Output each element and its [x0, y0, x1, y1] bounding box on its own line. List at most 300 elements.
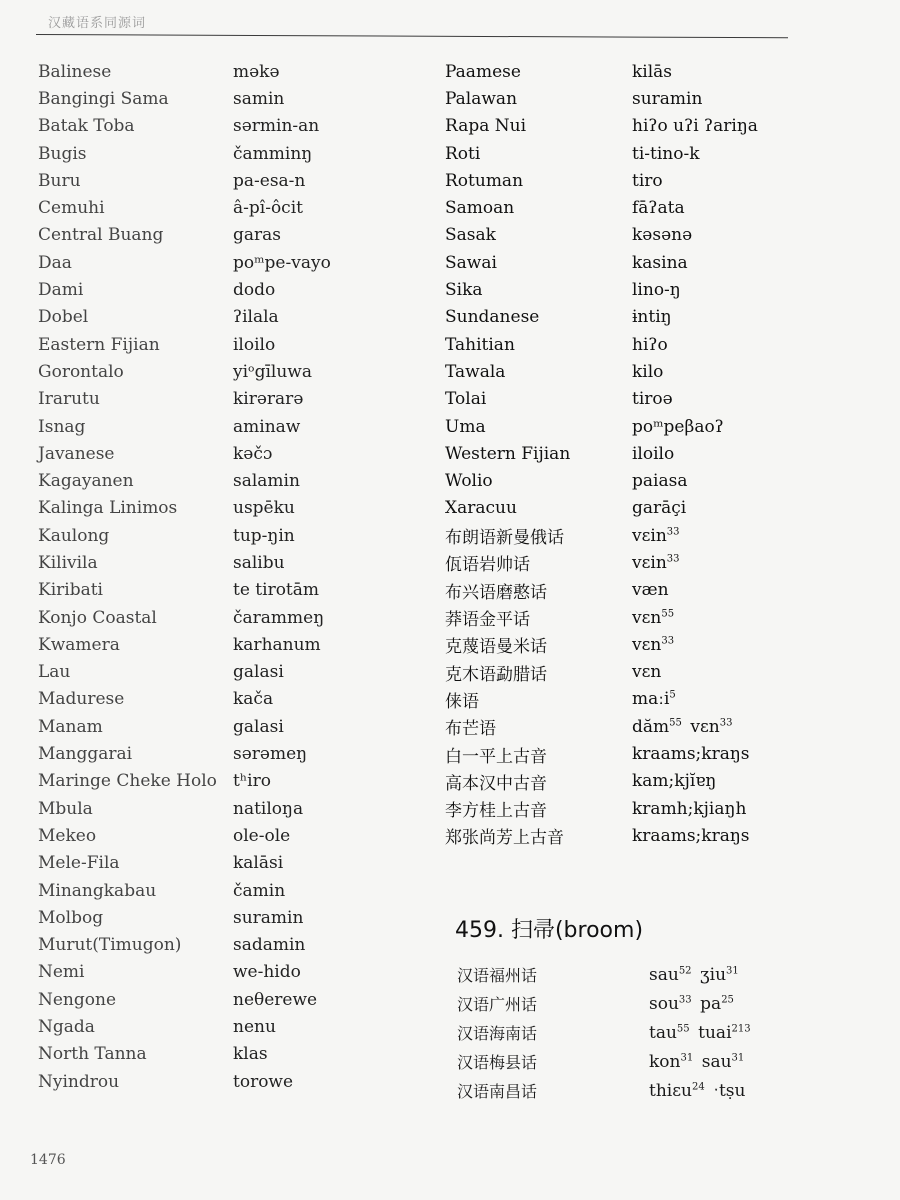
- word-text: samin: [233, 88, 285, 109]
- entry-row: [445, 222, 872, 249]
- entry-row: [445, 467, 872, 494]
- word-form: [233, 198, 423, 218]
- entry-row: [445, 304, 872, 331]
- word-text: salamin: [233, 471, 300, 492]
- language-name: Eastern Fijian: [38, 334, 160, 355]
- word-form: [632, 689, 872, 709]
- word-form: [233, 116, 423, 136]
- word-text: galasi: [233, 716, 284, 737]
- section-entry-list: [457, 960, 849, 1105]
- entry-row: [38, 522, 423, 549]
- word-form: [233, 389, 423, 409]
- word-form: [233, 580, 423, 600]
- word-text: garāçi: [632, 498, 687, 519]
- word-form: [632, 253, 872, 273]
- word-form: [233, 335, 423, 355]
- word-form: [632, 89, 872, 109]
- word-form: [233, 662, 423, 682]
- entry-row: [445, 440, 872, 467]
- tone-number-second: 31: [726, 964, 739, 976]
- word-text: vɛin: [632, 525, 667, 546]
- language-name: Molbog: [38, 907, 104, 928]
- entry-row: [445, 549, 872, 576]
- word-form: [632, 116, 872, 136]
- entry-row: [445, 713, 872, 740]
- entry-row: [445, 795, 872, 822]
- word-form: [233, 881, 423, 901]
- language-name: Balinese: [38, 61, 112, 82]
- language-name: Ngada: [38, 1017, 95, 1038]
- word-form: [233, 89, 423, 109]
- language-name: Madurese: [38, 689, 125, 710]
- language-name: Daa: [38, 252, 72, 273]
- entry-row: [38, 331, 423, 358]
- word-text: iloilo: [632, 443, 675, 464]
- language-name: Samoan: [445, 198, 515, 219]
- entry-row: [445, 58, 872, 85]
- entry-row: [38, 1041, 423, 1068]
- language-name: Maringe Cheke Holo: [38, 771, 217, 792]
- word-form: [233, 444, 423, 464]
- word-form: [233, 717, 423, 737]
- word-text: kilās: [632, 61, 673, 82]
- entry-row: [457, 1076, 849, 1105]
- word-form: [233, 553, 423, 573]
- language-name: Kaulong: [38, 525, 110, 546]
- word-text-second: pa: [700, 993, 722, 1014]
- word-text: pa-esa-n: [233, 170, 306, 191]
- language-name: North Tanna: [38, 1044, 147, 1065]
- word-text: vɛin: [632, 552, 667, 573]
- word-text: čarammeŋ: [233, 607, 325, 628]
- entry-row: [38, 604, 423, 631]
- word-form: [233, 935, 423, 955]
- word-text: dăm: [632, 716, 670, 737]
- word-text: ʔilala: [233, 307, 279, 328]
- entry-row: [38, 1068, 423, 1095]
- word-form: [649, 1023, 849, 1043]
- word-text: vɛn: [632, 634, 662, 655]
- language-name: Nyindrou: [38, 1071, 120, 1092]
- tone-number: 33: [666, 526, 680, 538]
- word-text: kam;kjĭɐŋ: [632, 771, 717, 792]
- language-name: Dami: [38, 280, 84, 301]
- word-text: poᵐpeβaoʔ: [632, 416, 724, 437]
- word-text: dodo: [233, 280, 276, 301]
- word-form: [632, 389, 872, 409]
- word-text: suramin: [632, 88, 703, 109]
- entry-row: [38, 467, 423, 494]
- word-form: [233, 826, 423, 846]
- language-name: Roti: [445, 143, 481, 164]
- tone-number: 33: [678, 993, 692, 1005]
- word-text: kilo: [632, 361, 664, 382]
- language-name: Irarutu: [38, 389, 100, 410]
- entry-row: [457, 1018, 849, 1047]
- entry-row: [38, 276, 423, 303]
- word-form: [632, 471, 872, 491]
- word-form: [632, 62, 872, 82]
- word-text: tiroə: [632, 389, 673, 410]
- word-form: [632, 198, 872, 218]
- word-text: garas: [233, 225, 282, 246]
- entry-row: [445, 249, 872, 276]
- entry-row: [445, 413, 872, 440]
- language-name: Mbula: [38, 798, 93, 819]
- language-name: Manggarai: [38, 744, 133, 765]
- word-text: kəsənə: [632, 225, 693, 246]
- language-name: Palawan: [445, 88, 518, 109]
- language-name: Dobel: [38, 307, 89, 328]
- word-form: [233, 307, 423, 327]
- language-name: 白一平上古音: [445, 746, 547, 767]
- word-form: [233, 744, 423, 764]
- word-text: natiloŋa: [233, 798, 304, 819]
- language-name: Kagayanen: [38, 471, 134, 492]
- entry-row: [38, 113, 423, 140]
- entry-row: [445, 85, 872, 112]
- language-name: Tahitian: [445, 334, 515, 355]
- entry-row: [445, 631, 872, 658]
- language-name: 俫语: [445, 691, 479, 712]
- word-text: salibu: [233, 552, 285, 573]
- language-name: Tolai: [445, 389, 487, 410]
- word-form: [233, 253, 423, 273]
- word-text: ti-tino-k: [632, 143, 700, 164]
- entry-row: [38, 877, 423, 904]
- word-text: kraams;kraŋs: [632, 825, 750, 846]
- word-form: [233, 1017, 423, 1037]
- word-text: torowe: [233, 1071, 294, 1092]
- word-text: te tirotām: [233, 580, 320, 601]
- entry-row: [38, 932, 423, 959]
- word-form: [233, 908, 423, 928]
- language-name: Lau: [38, 662, 71, 683]
- word-form: [632, 799, 872, 819]
- word-form: [632, 635, 872, 655]
- word-text: we-hido: [233, 962, 301, 983]
- word-form: [632, 717, 872, 737]
- tone-number-second: 25: [721, 993, 734, 1005]
- language-name: 汉语海南话: [457, 1024, 538, 1043]
- language-name: 汉语梅县话: [457, 1053, 538, 1072]
- entry-row: [445, 822, 872, 849]
- word-form: [649, 1052, 849, 1072]
- word-form: [649, 1081, 849, 1101]
- word-form: [632, 771, 872, 791]
- language-name: Buru: [38, 170, 81, 191]
- word-text: sərmin-an: [233, 116, 320, 137]
- running-header: 汉藏语系同源词: [48, 16, 147, 31]
- entry-row: [445, 276, 872, 303]
- entry-row: [38, 822, 423, 849]
- word-form: [233, 1044, 423, 1064]
- word-form: [632, 280, 872, 300]
- entry-row: [445, 522, 872, 549]
- word-text: tʰiro: [233, 771, 271, 792]
- word-text: tiro: [632, 170, 663, 191]
- language-name: Mele-Fila: [38, 853, 120, 874]
- word-text: čamin: [233, 880, 286, 901]
- word-text: fāʔata: [632, 198, 685, 219]
- entry-row: [38, 85, 423, 112]
- word-text: čamminŋ: [233, 143, 313, 164]
- word-text: klas: [233, 1044, 268, 1065]
- word-text: kača: [233, 689, 274, 710]
- word-text: ole-ole: [233, 825, 291, 846]
- word-form: [632, 498, 872, 518]
- language-name: Wolio: [445, 471, 493, 492]
- section-title: 459. 扫帚(broom): [455, 918, 644, 943]
- word-text: kraams;kraŋs: [632, 744, 750, 765]
- word-text-second: tuai: [698, 1022, 732, 1043]
- entry-row: [445, 659, 872, 686]
- entry-row: [38, 140, 423, 167]
- language-name: Bangingi Sama: [38, 88, 169, 109]
- word-text: væn: [632, 580, 669, 601]
- word-text: məkə: [233, 61, 280, 82]
- entry-row: [445, 358, 872, 385]
- entry-row: [445, 604, 872, 631]
- language-name: Uma: [445, 416, 486, 437]
- language-name: Batak Toba: [38, 116, 135, 137]
- language-name: Kiribati: [38, 580, 103, 601]
- language-name: 布朗语新曼俄话: [445, 528, 564, 549]
- entry-row: [38, 495, 423, 522]
- language-name: Minangkabau: [38, 880, 157, 901]
- language-name: Murut(Timugon): [38, 935, 182, 956]
- entry-row: [38, 986, 423, 1013]
- language-name: Central Buang: [38, 225, 164, 246]
- tone-number: 5: [669, 689, 676, 701]
- entry-row: [38, 850, 423, 877]
- word-form: [233, 799, 423, 819]
- language-name: Kalinga Linimos: [38, 498, 178, 519]
- word-form: [233, 144, 423, 164]
- word-text: galasi: [233, 662, 284, 683]
- entry-row: [38, 959, 423, 986]
- language-name: 克木语勐腊话: [445, 664, 547, 685]
- word-text: aminaw: [233, 416, 301, 437]
- word-text: vɛn: [632, 607, 662, 628]
- language-name: 郑张尚芳上古音: [445, 828, 564, 849]
- tone-number: 33: [666, 553, 680, 565]
- language-name: 莽语金平话: [445, 610, 530, 631]
- entry-row: [38, 222, 423, 249]
- word-form: [632, 225, 872, 245]
- word-text: yiᵒgīluwa: [233, 361, 312, 382]
- entry-row: [38, 167, 423, 194]
- word-form: [632, 417, 872, 437]
- tone-number: 55: [661, 607, 675, 619]
- tone-number-second: 31: [731, 1051, 745, 1063]
- word-form: [233, 362, 423, 382]
- entry-row: [38, 577, 423, 604]
- entry-row: [445, 113, 872, 140]
- language-name: Cemuhi: [38, 198, 105, 219]
- tone-number-second: 213: [731, 1022, 751, 1034]
- tone-number-second: 33: [719, 717, 733, 729]
- language-name: Sundanese: [445, 307, 540, 328]
- language-name: Kilivila: [38, 552, 98, 573]
- word-form: [632, 553, 872, 573]
- language-name: Tawala: [445, 361, 506, 382]
- word-form: [649, 965, 849, 985]
- entry-row: [38, 904, 423, 931]
- tone-number: 31: [680, 1051, 694, 1063]
- word-text: sərəmeŋ: [233, 744, 308, 765]
- word-form: [632, 662, 872, 682]
- entry-row: [38, 686, 423, 713]
- language-name: Sika: [445, 280, 483, 301]
- language-name: Javanese: [38, 443, 115, 464]
- tone-number: 24: [691, 1080, 705, 1092]
- entry-row: [38, 631, 423, 658]
- left-column: [38, 58, 423, 1095]
- entry-row: [38, 249, 423, 276]
- language-name: 汉语福州话: [457, 966, 538, 985]
- word-text-second: ˑtṣu: [713, 1080, 746, 1101]
- word-form: [632, 826, 872, 846]
- word-text-second: vɛn: [690, 716, 720, 737]
- language-name: 布兴语磨憨话: [445, 582, 547, 603]
- entry-row: [38, 768, 423, 795]
- language-name: Western Fijian: [445, 443, 571, 464]
- header-rule: [36, 34, 788, 38]
- language-name: Gorontalo: [38, 361, 124, 382]
- word-text: hiʔo uʔi ʔariŋa: [632, 116, 758, 137]
- language-name: Isnag: [38, 416, 86, 437]
- word-form: [632, 444, 872, 464]
- word-text: sou: [649, 993, 679, 1014]
- word-form: [632, 171, 872, 191]
- word-form: [632, 744, 872, 764]
- word-text: nenu: [233, 1017, 276, 1038]
- tone-number: 52: [678, 964, 692, 976]
- entry-row: [445, 140, 872, 167]
- word-form: [233, 689, 423, 709]
- word-form: [632, 144, 872, 164]
- word-text-second: ʒiu: [700, 964, 727, 985]
- entry-row: [38, 1013, 423, 1040]
- word-text: thiɛu: [649, 1080, 692, 1101]
- word-form: [632, 608, 872, 628]
- word-text: kon: [649, 1051, 681, 1072]
- entry-row: [445, 686, 872, 713]
- word-form: [233, 962, 423, 982]
- entry-row: [445, 386, 872, 413]
- word-form: [233, 498, 423, 518]
- language-name: 克蔑语曼米话: [445, 637, 547, 658]
- word-form: [233, 62, 423, 82]
- entry-row: [38, 413, 423, 440]
- word-text: sau: [649, 964, 679, 985]
- language-name: 汉语广州话: [457, 995, 538, 1014]
- entry-row: [457, 1047, 849, 1076]
- word-text: lino-ŋ: [632, 280, 681, 301]
- word-form: [632, 362, 872, 382]
- entry-row: [457, 989, 849, 1018]
- language-name: 高本汉中古音: [445, 773, 547, 794]
- language-name: 李方桂上古音: [445, 801, 547, 822]
- word-text: poᵐpe-vayo: [233, 252, 331, 273]
- word-form: [233, 171, 423, 191]
- language-name: Paamese: [445, 61, 521, 82]
- entry-row: [38, 713, 423, 740]
- language-name: Bugis: [38, 143, 87, 164]
- language-name: Rapa Nui: [445, 116, 527, 137]
- word-form: [632, 335, 872, 355]
- word-text: iloilo: [233, 334, 276, 355]
- word-form: [632, 580, 872, 600]
- word-text: neθerewe: [233, 989, 318, 1010]
- entry-row: [38, 440, 423, 467]
- entry-row: [445, 167, 872, 194]
- language-name: Sawai: [445, 252, 497, 273]
- word-form: [233, 225, 423, 245]
- tone-number: 55: [676, 1022, 690, 1034]
- language-name: Xaracuu: [445, 498, 517, 519]
- language-name: Nengone: [38, 989, 117, 1010]
- word-text-second: sau: [701, 1051, 732, 1072]
- entry-row: [38, 194, 423, 221]
- word-text: kirərarə: [233, 389, 304, 410]
- language-name: 佤语岩帅话: [445, 555, 530, 576]
- tone-number: 33: [661, 635, 675, 647]
- entry-row: [445, 577, 872, 604]
- word-text: vɛn: [632, 662, 662, 683]
- page-number: 1476: [30, 1152, 66, 1168]
- language-name: 布芒语: [445, 719, 496, 740]
- language-name: Konjo Coastal: [38, 607, 157, 628]
- word-form: [233, 280, 423, 300]
- word-text: sadamin: [233, 935, 306, 956]
- word-text: paiasa: [632, 471, 688, 492]
- entry-row: [445, 740, 872, 767]
- word-form: [632, 307, 872, 327]
- word-text: ɨntiŋ: [632, 307, 672, 328]
- word-text: kramh;kjiaŋh: [632, 798, 747, 819]
- entry-row: [445, 194, 872, 221]
- entry-row: [445, 768, 872, 795]
- language-name: Manam: [38, 716, 103, 737]
- word-form: [233, 990, 423, 1010]
- word-text: karhanum: [233, 634, 321, 655]
- word-form: [233, 1072, 423, 1092]
- language-name: Mekeo: [38, 825, 97, 846]
- word-text: maːi: [632, 689, 670, 710]
- word-text: tup-ŋin: [233, 525, 295, 546]
- language-name: Nemi: [38, 962, 85, 983]
- language-name: Sasak: [445, 225, 496, 246]
- word-text: kalāsi: [233, 853, 284, 874]
- word-text: uspēku: [233, 498, 295, 519]
- word-form: [233, 771, 423, 791]
- word-form: [233, 471, 423, 491]
- entry-row: [38, 358, 423, 385]
- entry-row: [38, 386, 423, 413]
- entry-row: [38, 304, 423, 331]
- language-name: 汉语南昌话: [457, 1082, 538, 1101]
- entry-row: [38, 795, 423, 822]
- entry-row: [445, 495, 872, 522]
- language-name: Kwamera: [38, 634, 120, 655]
- word-form: [233, 608, 423, 628]
- word-form: [233, 417, 423, 437]
- word-text: â-pî-ôcit: [233, 198, 303, 219]
- word-form: [233, 853, 423, 873]
- word-text: hiʔo: [632, 334, 668, 355]
